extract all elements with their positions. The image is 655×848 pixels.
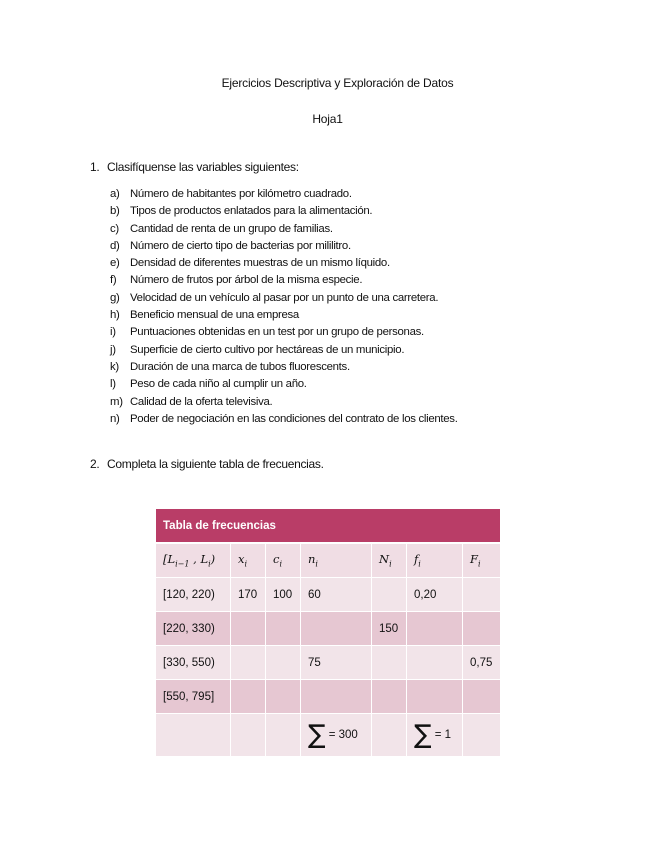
- cell-f: 0,20: [407, 578, 463, 612]
- cell-interval: [550, 795]: [156, 680, 231, 714]
- list-item-text: Duración de una marca de tubos fluorescents.: [130, 360, 350, 373]
- list-item: [110, 359, 458, 376]
- list-item: [110, 272, 458, 289]
- list-item-letter: l): [110, 378, 116, 391]
- header-c: $c_i$: [266, 543, 301, 578]
- cell-interval: [120, 220): [156, 578, 231, 612]
- cell-x: 170: [231, 578, 266, 612]
- list-item: [110, 255, 458, 272]
- cell-n: 60: [301, 578, 372, 612]
- header-f: $f_i$: [407, 543, 463, 578]
- question-2: [90, 457, 324, 471]
- cell-F: [463, 612, 501, 646]
- list-item-text: Calidad de la oferta televisiva.: [130, 395, 273, 408]
- cell-N: [372, 680, 407, 714]
- list-item-letter: a): [110, 188, 120, 200]
- list-item-letter: i): [110, 326, 116, 339]
- list-item-letter: b): [110, 205, 120, 218]
- table-totals-row: [156, 714, 501, 757]
- list-item-letter: h): [110, 309, 120, 322]
- cell-x: [231, 646, 266, 680]
- document-title: Ejercicios Descriptiva y Exploración de Datos: [221, 76, 454, 90]
- list-item-text: Beneficio mensual de una empresa: [130, 309, 299, 322]
- cell-x: [231, 612, 266, 646]
- question-1-text: Clasifíquense las variables siguientes:: [107, 160, 299, 174]
- list-item-text: Velocidad de un vehículo al pasar por un punto de una carretera.: [130, 291, 439, 304]
- list-item-letter: m): [110, 395, 123, 408]
- cell-N: [372, 646, 407, 680]
- list-item-letter: e): [110, 257, 120, 270]
- list-item: [110, 342, 458, 359]
- header-n: $n_i$: [301, 543, 372, 578]
- list-item: [110, 203, 458, 220]
- header-x: $x_i$: [231, 543, 266, 578]
- cell-n-total: [301, 714, 372, 757]
- table-header-row: [156, 543, 501, 578]
- cell-F: [463, 578, 501, 612]
- list-item: [110, 290, 458, 307]
- cell-F: [463, 680, 501, 714]
- table-row: [156, 680, 501, 714]
- list-item-text: Número de cierto tipo de bacterias por mililitro.: [130, 239, 351, 252]
- list-item-text: Número de habitantes por kilómetro cuadrado.: [130, 188, 352, 200]
- table-row: [156, 612, 501, 646]
- cell-c: 100: [266, 578, 301, 612]
- list-item: [110, 376, 458, 393]
- cell-N: [372, 578, 407, 612]
- sum-symbol: ∑: [414, 720, 432, 750]
- list-item: [110, 307, 458, 324]
- sum-symbol: ∑: [308, 720, 326, 750]
- list-item: [110, 186, 458, 203]
- frequency-table: [155, 508, 501, 757]
- cell-N: 150: [372, 612, 407, 646]
- list-item-text: Número de frutos por árbol de la misma especie.: [130, 274, 363, 287]
- list-item-letter: d): [110, 239, 120, 252]
- list-item-text: Tipos de productos enlatados para la alimentación.: [130, 205, 373, 218]
- list-item-letter: j): [110, 343, 116, 356]
- cell-c: [266, 612, 301, 646]
- cell-interval: [220, 330): [156, 612, 231, 646]
- list-item-letter: g): [110, 291, 120, 304]
- header-N: $N_i$: [372, 543, 407, 578]
- cell-interval: [330, 550): [156, 646, 231, 680]
- f-total-value: = 1: [434, 729, 452, 741]
- header-F: $F_i$: [463, 543, 501, 578]
- list-item-text: Peso de cada niño al cumplir un año.: [130, 378, 307, 391]
- list-item-letter: f): [110, 274, 117, 287]
- list-item-text: Puntuaciones obtenidas en un test por un grupo de personas.: [130, 326, 424, 339]
- question-2-text: Completa la siguiente tabla de frecuencias.: [107, 457, 324, 471]
- list-item-text: Cantidad de renta de un grupo de familias.: [130, 222, 333, 235]
- list-item-letter: k): [110, 360, 119, 373]
- cell-F: 0,75: [463, 646, 501, 680]
- cell-c: [266, 646, 301, 680]
- list-item-text: Superficie de cierto cultivo por hectáreas de un municipio.: [130, 343, 405, 356]
- list-item: [110, 238, 458, 255]
- list-item: [110, 324, 458, 341]
- cell-n: 75: [301, 646, 372, 680]
- cell-f-total: [407, 714, 463, 757]
- question-1: [90, 160, 299, 174]
- list-item-letter: n): [110, 412, 120, 425]
- list-item: [110, 394, 458, 411]
- list-item-text: Densidad de diferentes muestras de un mismo líquido.: [130, 257, 390, 270]
- table-row: [156, 578, 501, 612]
- cell-x: [231, 680, 266, 714]
- variables-list: [110, 186, 458, 428]
- cell-f: [407, 612, 463, 646]
- question-2-number: 2.: [90, 457, 100, 471]
- cell-f: [407, 646, 463, 680]
- sheet-title: Hoja1: [312, 112, 343, 126]
- cell-f: [407, 680, 463, 714]
- question-1-number: 1.: [90, 160, 100, 174]
- header-interval: [$L_{i-1}$ , $L_i$): [156, 543, 231, 578]
- table-title: Tabla de frecuencias: [156, 509, 501, 544]
- table-row: [156, 646, 501, 680]
- n-total-value: = 300: [328, 729, 358, 741]
- list-item-text: Poder de negociación en las condiciones del contrato de los clientes.: [130, 412, 458, 425]
- list-item: [110, 411, 458, 428]
- list-item: [110, 221, 458, 238]
- cell-c: [266, 680, 301, 714]
- list-item-letter: c): [110, 222, 119, 235]
- cell-n: [301, 680, 372, 714]
- cell-n: [301, 612, 372, 646]
